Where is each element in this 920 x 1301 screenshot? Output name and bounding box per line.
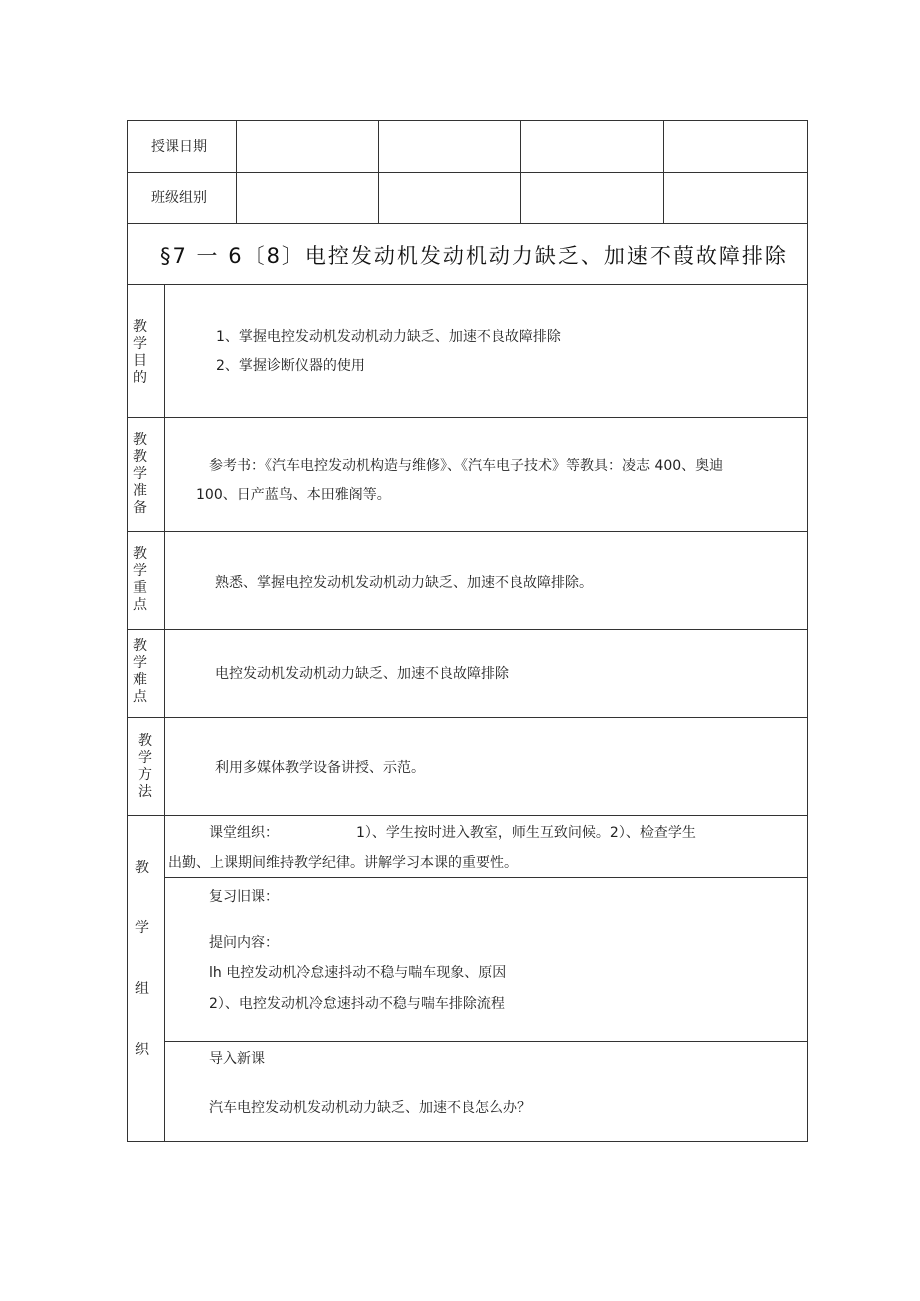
objective-line-2: 2、掌握诊断仪器的使用 [216,358,365,374]
date-cell-2[interactable] [379,121,520,172]
row-divider [164,1041,808,1042]
review-item-2: 2）、电控发动机冷怠速抖动不稳与喘车排除流程 [209,996,505,1012]
class-org-label: 课堂组织： [209,825,279,841]
objective-line-1: 1、掌握电控发动机发动机动力缺乏、加速不良故障排除 [216,329,561,345]
row-divider [127,815,808,816]
method-line-1: 利用多媒体教学设备讲授、示范。 [215,760,425,776]
lesson-title: §7 一 6〔8〕电控发动机发动机动力缺乏、加速不葭故障排除 [160,244,788,268]
label-column-divider [164,284,165,1142]
table-border-right [807,120,808,1142]
row-divider [127,417,808,418]
organization-label-char-3: 组 [135,981,149,997]
class-cell-2[interactable] [379,173,520,223]
intro-question: 汽车电控发动机发动机动力缺乏、加速不良怎么办？ [209,1100,531,1116]
row-divider [127,629,808,630]
organization-label-char-1: 教 [135,860,149,876]
table-border-bottom [127,1141,808,1142]
date-cell-3[interactable] [521,121,663,172]
organization-label-char-2: 学 [135,920,149,936]
class-cell-4[interactable] [664,173,807,223]
review-item-1: lh 电控发动机冷怠速抖动不稳与喘车现象、原因 [209,965,507,981]
row-divider [164,877,808,878]
date-cell-4[interactable] [664,121,807,172]
class-org-line-2: 出勤、上课期间维持教学纪律。讲解学习本课的重要性。 [168,855,518,871]
method-label: 教学方法 [138,733,152,800]
difficulties-label: 教学难点 [133,638,147,705]
row-divider [127,284,808,285]
preparation-label: 教教学准备 [133,432,147,516]
preparation-line-1: 参考书：《汽车电控发动机构造与维修》、《汽车电子技术》等教具：凌志 400、奥迪 [209,458,724,474]
row-divider [127,531,808,532]
objective-label: 教学目的 [133,319,147,386]
row-divider [127,223,808,224]
date-cell-1[interactable] [237,121,378,172]
row-divider [127,717,808,718]
date-label: 授课日期 [151,139,207,155]
difficulties-line-1: 电控发动机发动机动力缺乏、加速不良故障排除 [215,666,509,682]
intro-title: 导入新课 [209,1051,265,1067]
class-cell-3[interactable] [521,173,663,223]
table-border-left [127,120,128,1142]
class-org-line-1: 1）、学生按时进入教室，师生互致问候。2）、检查学生 [356,825,696,841]
class-cell-1[interactable] [237,173,378,223]
key-points-line-1: 熟悉、掌握电控发动机发动机动力缺乏、加速不良故障排除。 [215,575,593,591]
review-sub: 提问内容： [209,935,279,951]
class-group-label: 班级组别 [151,190,207,206]
preparation-line-2: 100、日产蓝鸟、本田雅阁等。 [196,487,391,503]
key-points-label: 教学重点 [133,546,147,613]
organization-label-char-4: 织 [135,1042,149,1058]
review-title: 复习旧课： [209,889,279,905]
